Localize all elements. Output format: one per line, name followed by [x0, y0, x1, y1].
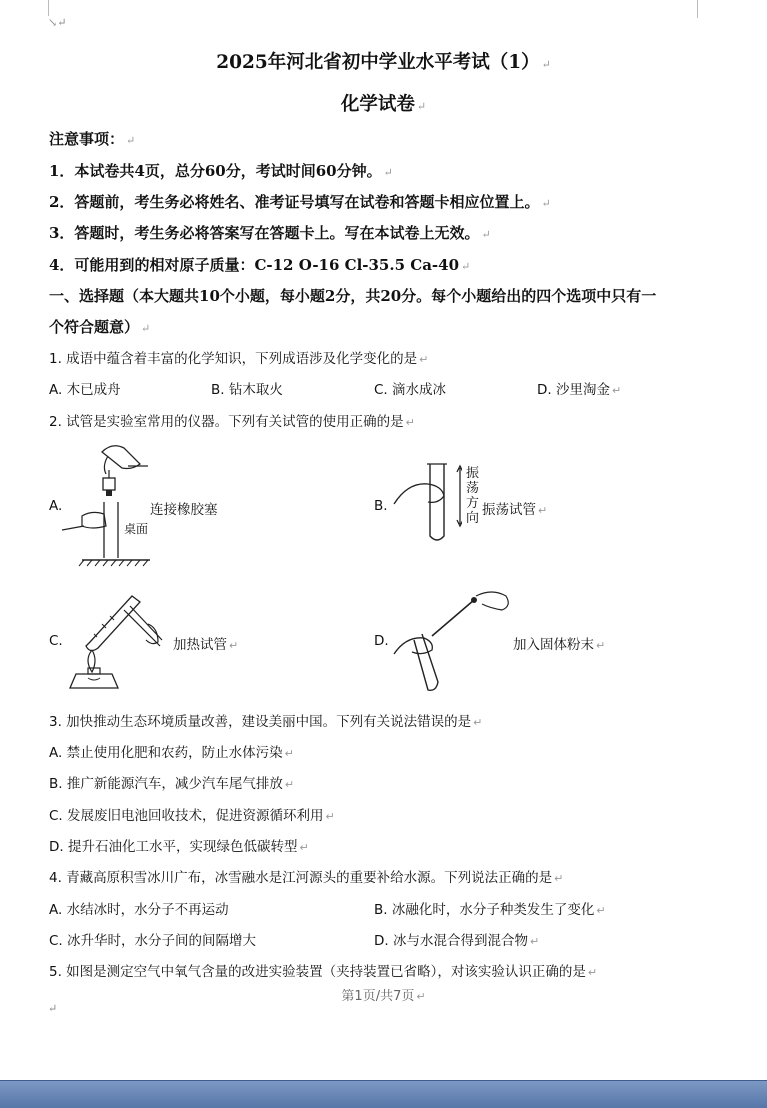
question-2-option-a-letter: A.	[49, 498, 63, 514]
question-3-option-d: D. 提升石油化工水平，实现绿色低碳转型 ↵	[49, 839, 309, 855]
test-tube-shaking-figure	[392, 462, 462, 546]
question-2-option-a-label: 连接橡胶塞	[150, 502, 218, 518]
page-footer: 第1页/共7页 ↵	[341, 989, 426, 1004]
notice-item: 4．可能用到的相对原子质量：C-12 O-16 Cl-35.5 Ca-40 ↵	[49, 256, 471, 274]
margin-corner-left	[48, 0, 49, 16]
notice-item: 2．答题前，考生务必将姓名、准考证号填写在试卷和答题卡相应位置上。 ↵	[49, 193, 551, 211]
test-tube-powder-figure	[392, 586, 516, 694]
question-1-option-a: A. 木已成舟	[49, 382, 121, 398]
question-4-stem: 4. 青藏高原积雪冰川广布，冰雪融水是江河源头的重要补给水源。下列说法正确的是 ↵	[49, 870, 564, 886]
question-4-option-c: C. 冰升华时，水分子间的间隔增大	[49, 933, 257, 949]
shake-direction-annotation: 振荡方向	[466, 466, 480, 526]
question-2-option-d-letter: D.	[374, 633, 389, 649]
exam-title: 2025年河北省初中学业水平考试（1） ↵	[216, 52, 551, 73]
question-2-option-c-label: 加热试管 ↵	[173, 637, 239, 653]
margin-corner-right	[697, 0, 698, 18]
question-1-option-b: B. 钻木取火	[211, 382, 283, 398]
paragraph-mark: ↵	[48, 1002, 58, 1015]
question-3-option-a: A. 禁止使用化肥和农药，防止水体污染 ↵	[49, 745, 294, 761]
section-heading: 一、选择题（本大题共10个小题，每小题2分，共20分。每个小题给出的四个选项中只有一	[49, 287, 657, 305]
question-1-stem: 1. 成语中蕴含着丰富的化学知识，下列成语涉及化学变化的是 ↵	[49, 351, 429, 367]
corner-mark: ↘↵	[48, 16, 67, 29]
question-2-option-b-letter: B.	[374, 498, 388, 514]
question-1-option-c: C. 滴水成冰	[374, 382, 447, 398]
question-3-option-b: B. 推广新能源汽车，减少汽车尾气排放 ↵	[49, 776, 295, 792]
taskbar	[0, 1080, 767, 1108]
question-2-option-b-label: 振荡试管 ↵	[482, 502, 548, 518]
question-2-option-d-label: 加入固体粉末 ↵	[513, 637, 606, 653]
section-heading-cont: 个符合题意） ↵	[49, 318, 151, 336]
question-3-option-c: C. 发展废旧电池回收技术，促进资源循环利用 ↵	[49, 808, 335, 824]
desk-annotation: 桌面	[124, 522, 149, 536]
question-4-option-d: D. 冰与水混合得到混合物 ↵	[374, 933, 540, 949]
question-1-option-d: D. 沙里淘金 ↵	[537, 382, 622, 398]
question-3-stem: 3. 加快推动生态环境质量改善，建设美丽中国。下列有关说法错误的是 ↵	[49, 714, 483, 730]
question-4-option-a: A. 水结冰时，水分子不再运动	[49, 902, 229, 918]
question-4-option-b: B. 冰融化时，水分子种类发生了变化 ↵	[374, 902, 606, 918]
notice-item: 3．答题时，考生务必将答案写在答题卡上。写在本试卷上无效。 ↵	[49, 224, 491, 242]
question-2-stem: 2. 试管是实验室常用的仪器。下列有关试管的使用正确的是 ↵	[49, 414, 415, 430]
question-5-stem: 5. 如图是测定空气中氧气含量的改进实验装置（夹持装置已省略），对该实验认识正确的是 ↵	[49, 964, 598, 980]
exam-subtitle: 化学试卷 ↵	[340, 94, 427, 115]
notice-heading: 注意事项： ↵	[49, 130, 136, 148]
test-tube-heating-figure	[62, 588, 172, 696]
notice-item: 1．本试卷共4页，总分60分，考试时间60分钟。 ↵	[49, 162, 393, 180]
question-2-option-c-letter: C.	[49, 633, 63, 649]
test-tube-stopper-figure	[62, 440, 162, 570]
